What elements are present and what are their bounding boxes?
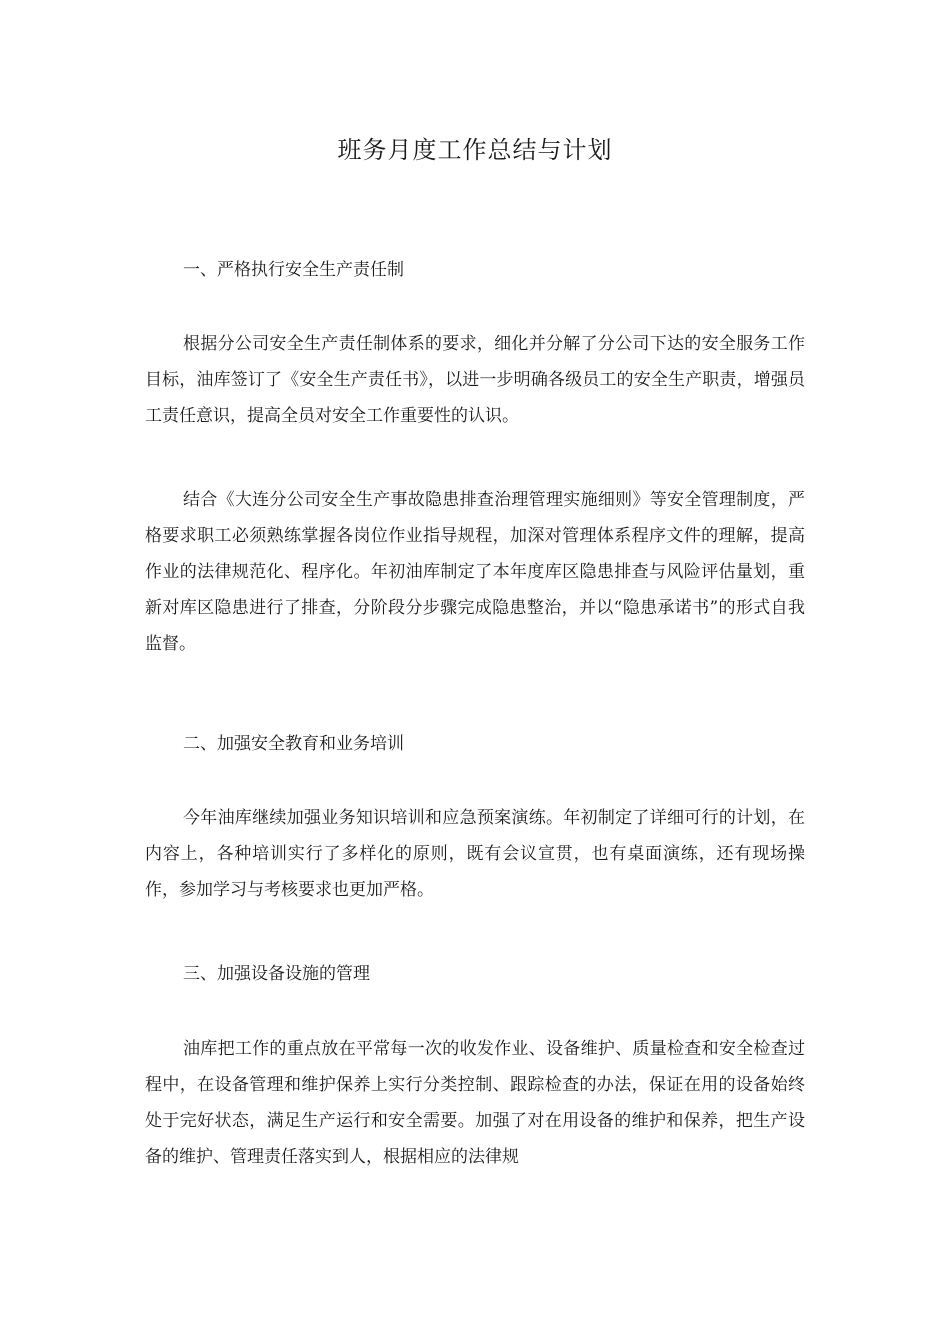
document-title: 班务月度工作总结与计划 bbox=[337, 136, 613, 164]
section-2-paragraph-1: 今年油库继续加强业务知识培训和应急预案演练。年初制定了详细可行的计划，在内容上，各种培训实行了多样化的原则，既有会议宣贯，也有桌面演练，还有现场操作，参加学习与考核要求也更加严格。 bbox=[145, 808, 805, 900]
section-3-paragraph-1: 油库把工作的重点放在平常每一次的收发作业、设备维护、质量检查和安全检查过程中，在设备管理和维护保养上实行分类控制、跟踪检查的办法，保证在用的设备始终处于完好状态，满足生产运行和安全需要。加强了对在用设备的维护和保养，把生产设备的维护、管理责任落实到人，根据相应的法律规 bbox=[145, 1039, 805, 1167]
section-heading-1: 一、严格执行安全生产责任制 bbox=[183, 260, 404, 280]
section-heading-3: 三、加强设备设施的管理 bbox=[183, 964, 370, 984]
section-heading-2: 二、加强安全教育和业务培训 bbox=[183, 734, 404, 754]
section-1-paragraph-2: 结合《大连分公司安全生产事故隐患排查治理管理实施细则》等安全管理制度，严格要求职工必须熟练掌握各岗位作业指导规程，加深对管理体系程序文件的理解，提高作业的法律规范化、程序化。年初油库制定了本年度库区隐患排查与风险评估量划，重新对库区隐患进行了排查，分阶段分步骤完成隐患整治，并以“隐患承诺书”的形式自我监督。 bbox=[145, 490, 805, 654]
section-1-paragraph-1: 根据分公司安全生产责任制体系的要求，细化并分解了分公司下达的安全服务工作目标，油库签订了《安全生产责任书》，以进一步明确各级员工的安全生产职责，增强员工责任意识，提高全员对安全工作重要性的认识。 bbox=[145, 334, 805, 426]
